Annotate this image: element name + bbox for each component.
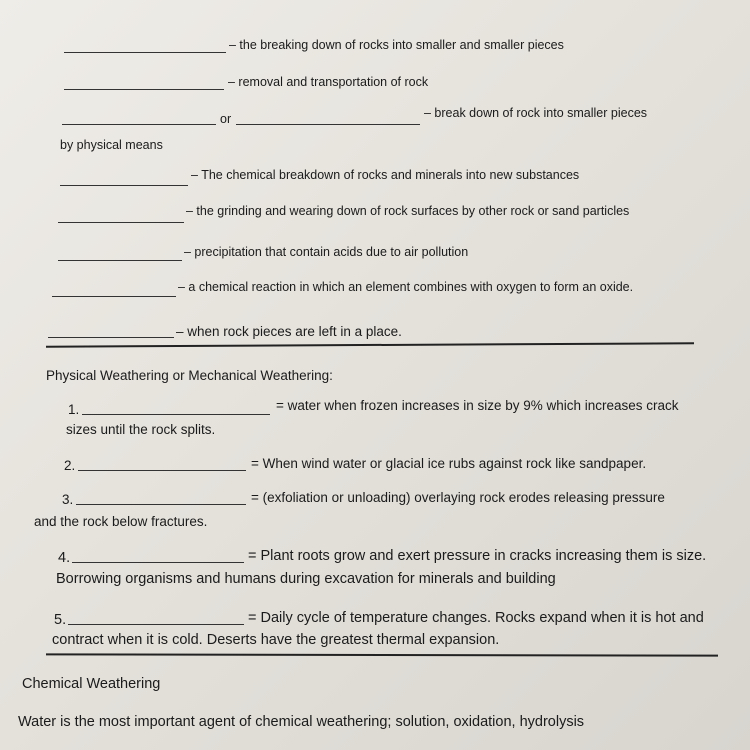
answer-blank[interactable]	[64, 77, 224, 90]
chemical-heading: Chemical Weathering	[22, 676, 161, 692]
section-divider	[46, 653, 718, 656]
item-text: = water when frozen increases in size by 9% which increases crack	[276, 398, 679, 413]
answer-blank[interactable]	[52, 284, 176, 297]
or-word: or	[220, 112, 232, 126]
vocab-definition: – the breaking down of rocks into smaller and smaller pieces	[229, 38, 564, 52]
answer-blank[interactable]	[72, 550, 244, 563]
physical-item-4-cont: Borrowing organisms and humans during excavation for minerals and building	[56, 571, 556, 587]
vocab-definition-cont: by physical means	[60, 138, 163, 152]
physical-heading: Physical Weathering or Mechanical Weathering:	[46, 368, 333, 383]
item-number: 2.	[64, 458, 76, 473]
answer-blank[interactable]	[60, 173, 188, 186]
item-text: = When wind water or glacial ice rubs against rock like sandpaper.	[251, 456, 647, 471]
item-text: = Plant roots grow and exert pressure in cracks increasing them is size.	[248, 548, 707, 564]
vocab-definition: – when rock pieces are left in a place.	[176, 324, 402, 339]
chemical-line: Water is the most important agent of chemical weathering; solution, oxidation, hydrolysis	[18, 714, 585, 730]
item-number: 5.	[54, 612, 67, 628]
answer-blank[interactable]	[48, 325, 174, 338]
item-number: 3.	[62, 492, 74, 507]
item-number: 1.	[68, 402, 80, 417]
item-number: 4.	[58, 550, 71, 566]
vocab-definition: – The chemical breakdown of rocks and minerals into new substances	[191, 168, 580, 182]
vocab-definition: – a chemical reaction in which an element combines with oxygen to form an oxide.	[178, 280, 634, 294]
physical-item-1-cont: sizes until the rock splits.	[66, 422, 216, 437]
answer-blank[interactable]	[58, 210, 184, 223]
answer-blank[interactable]	[236, 112, 420, 125]
vocab-definition: – precipitation that contain acids due to air pollution	[184, 245, 469, 259]
vocab-definition: – removal and transportation of rock	[228, 75, 429, 89]
answer-blank[interactable]	[78, 458, 246, 471]
vocab-definition: – the grinding and wearing down of rock surfaces by other rock or sand particles	[186, 204, 630, 218]
section-divider	[46, 342, 694, 347]
answer-blank[interactable]	[68, 612, 244, 625]
item-text: = Daily cycle of temperature changes. Rocks expand when it is hot and	[248, 610, 704, 626]
item-text: = (exfoliation or unloading) overlaying rock erodes releasing pressure	[251, 490, 665, 505]
physical-item-5-cont: contract when it is cold. Deserts have the greatest thermal expansion.	[52, 632, 500, 648]
answer-blank[interactable]	[58, 248, 182, 261]
answer-blank[interactable]	[62, 112, 216, 125]
answer-blank[interactable]	[76, 492, 246, 505]
vocab-definition: – break down of rock into smaller pieces	[424, 106, 648, 120]
physical-item-3-cont: and the rock below fractures.	[34, 514, 208, 529]
answer-blank[interactable]	[82, 402, 270, 415]
answer-blank[interactable]	[64, 40, 226, 53]
